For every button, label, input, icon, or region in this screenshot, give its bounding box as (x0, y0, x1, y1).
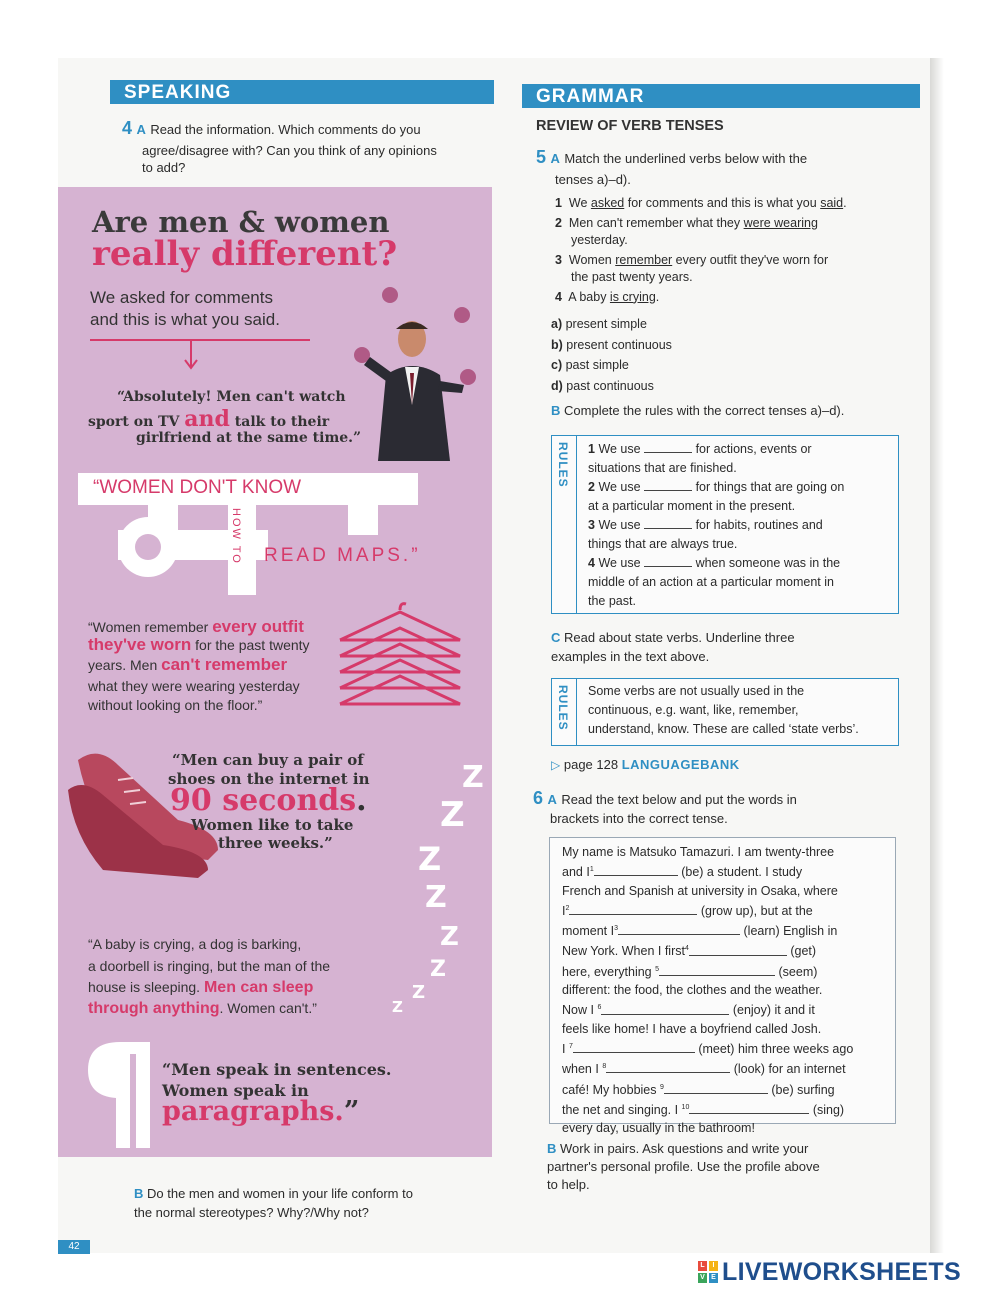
gap-input[interactable] (618, 922, 740, 935)
quote-text: “Absolutely! Men can't watch (117, 389, 346, 405)
underlined-verb: is crying (609, 289, 656, 304)
quote-text: READ MAPS.” (264, 545, 421, 566)
profile-fragment: here, everything (562, 965, 652, 979)
article-title-line2: really different? (92, 234, 398, 274)
rules-tab (552, 679, 577, 745)
profile-line (562, 1099, 892, 1119)
rule-line: middle of an action at a particular moment in (588, 575, 834, 589)
rule-text: when someone was in the (695, 556, 841, 570)
rule-line: understand, know. These are called ‘state verbs’. (588, 722, 859, 736)
item-number: 4 (555, 289, 562, 304)
profile-line (562, 1058, 892, 1078)
state-verbs-text (588, 682, 893, 739)
play-arrow-icon: ▷ (551, 758, 561, 772)
gap-number: 8 (602, 1063, 607, 1071)
rule-line: things that are always true. (588, 537, 738, 551)
instruction-text: Read the text below and put the words in (561, 792, 797, 807)
profile-fragment: café! My hobbies (562, 1082, 657, 1097)
gap-number: 5 (655, 965, 660, 973)
list-item (551, 335, 672, 356)
answer-blank[interactable] (644, 478, 692, 491)
profile-fragment: I (562, 903, 566, 918)
rule-number: 1 (588, 442, 595, 456)
profile-fragment: I (562, 1042, 566, 1057)
sleep-z-icon: Z (412, 982, 426, 1003)
sleep-z-icon: Z (440, 922, 459, 952)
instruction-text: Do the men and women in your life conform to (147, 1186, 413, 1201)
answer-blank[interactable] (644, 516, 692, 529)
grammar-exercise-6b (547, 1140, 808, 1158)
logo-tile (698, 1261, 707, 1271)
rules-box (551, 435, 899, 614)
item-text: . (843, 196, 847, 210)
item-letter: c) (551, 358, 563, 372)
rule-line (588, 478, 893, 497)
grammar-header-text: GRAMMAR (536, 86, 645, 107)
grammar-header (522, 84, 920, 108)
sleep-z-icon: Z (440, 795, 465, 835)
profile-line: My name is Matsuko Tamazuri. I am twenty-three (562, 845, 835, 859)
instruction-text: the normal stereotypes? Why?/Why not? (134, 1205, 369, 1220)
sleep-z-icon: Z (425, 880, 447, 915)
quote-fragment: . (356, 783, 367, 818)
sleep-z-icon: Z (430, 957, 446, 982)
profile-fragment: (grow up), but at the (700, 903, 813, 918)
grammar-exercise-5a (536, 147, 807, 168)
rule-text: for actions, events or (695, 442, 812, 456)
intro-text: We asked for comments (90, 288, 273, 307)
rule-text: We use (598, 556, 641, 570)
exercise-letter: C (551, 630, 561, 645)
profile-fragment: (enjoy) it and it (732, 1003, 815, 1018)
underlined-verb: asked (590, 196, 625, 210)
page-number: 42 (58, 1240, 90, 1254)
speaking-header (110, 80, 494, 104)
exercise-number: 5 (536, 147, 547, 167)
item-text: present simple (565, 317, 647, 331)
exercise-letter: B (551, 403, 561, 418)
brand-name: LIVEWORKSHEETS (722, 1258, 961, 1286)
rule-line: Some verbs are not usually used in the (588, 684, 805, 698)
quote-fragment: for the past twenty (191, 637, 310, 653)
item-text: yesterday. (571, 233, 628, 247)
rule-line (588, 516, 893, 535)
instruction-text: brackets into the correct tense. (550, 811, 728, 826)
profile-line (562, 1079, 892, 1099)
quote-highlight: through anything (88, 1000, 220, 1017)
gap-input[interactable] (659, 963, 775, 976)
quote-fragment: . Women can't.” (219, 1000, 317, 1016)
hangers-illustration (330, 600, 470, 720)
arrow-down-icon (183, 341, 199, 371)
logo-letter: I (712, 1262, 715, 1269)
quote-text: three weeks.” (218, 834, 333, 852)
rule-number: 2 (588, 480, 595, 494)
quote-fragment: “Women remember (88, 619, 213, 635)
profile-line (562, 861, 892, 881)
link-text: page 128 (563, 757, 619, 772)
profile-fragment: moment I (562, 924, 615, 939)
profile-fragment: Now I (562, 1003, 594, 1018)
profile-line: feels like home! I have a boyfriend called Josh. (562, 1021, 822, 1036)
instruction-text: Match the underlined verbs below with the (564, 151, 808, 166)
link-text: LANGUAGEBANK (621, 757, 740, 772)
underlined-verb: said (820, 196, 844, 210)
rule-line (588, 554, 893, 573)
quote-text: a doorbell is ringing, but the man of the (88, 958, 331, 974)
gap-number: 4 (684, 945, 689, 953)
profile-fragment: (seem) (778, 965, 818, 979)
item-text: for comments and this is what you (624, 196, 821, 210)
profile-line (562, 940, 892, 960)
rule-number: 3 (588, 518, 595, 532)
instruction-text: Work in pairs. Ask questions and write your (560, 1141, 809, 1156)
instruction-text: tenses a)–d). (555, 172, 631, 187)
quote-text: “A baby is crying, a dog is barking, (88, 936, 302, 952)
logo-letter: V (700, 1274, 705, 1281)
quote-text: Women speak in (162, 1081, 309, 1100)
quote-highlight: every outfit (212, 617, 304, 636)
rule-text: We use (598, 480, 641, 494)
quote-highlight: and (184, 406, 230, 432)
item-text: We (568, 196, 591, 210)
gap-input[interactable] (594, 863, 678, 876)
rules-tab (552, 436, 577, 613)
profile-box (549, 837, 896, 1136)
speaking-header-text: SPEAKING (124, 82, 232, 103)
item-text: . (655, 289, 660, 304)
sentence-list (555, 194, 915, 307)
exercise-number: 4 (122, 118, 133, 138)
exercise-letter: B (547, 1141, 557, 1156)
profile-fragment: (be) surfing (771, 1082, 835, 1097)
sleep-z-icon: Z (462, 760, 484, 795)
underlined-verb: remember (615, 252, 673, 267)
quote-highlight: they've worn (88, 635, 192, 654)
quote-text (88, 406, 329, 432)
divider (90, 339, 310, 341)
profile-fragment: (look) for an internet (733, 1062, 846, 1077)
underlined-verb: were wearing (743, 215, 818, 230)
gap-number: 2 (565, 904, 570, 912)
grammar-exercise-5b (551, 402, 844, 420)
exercise-letter: A (550, 151, 560, 166)
page-edge (930, 58, 944, 1253)
quote-highlight: paragraphs. (162, 1096, 344, 1127)
quote-highlight: Men can sleep (203, 979, 314, 996)
profile-fragment: (learn) English in (743, 924, 838, 939)
rules-content (588, 440, 893, 611)
item-number: 2 (555, 215, 562, 230)
profile-line (562, 961, 892, 981)
exercise-letter: A (547, 792, 557, 807)
quote-text: without looking on the floor.” (88, 697, 263, 713)
instruction-text: partner's personal profile. Use the profile above (547, 1159, 820, 1174)
item-number: 3 (555, 252, 562, 267)
rule-line: the past. (588, 594, 636, 608)
quote-text (88, 635, 310, 655)
profile-line (562, 1038, 892, 1058)
gap-number: 7 (568, 1042, 573, 1050)
profile-fragment: the net and singing. I (562, 1103, 679, 1118)
gap-number: 6 (597, 1004, 602, 1012)
gap-number: 10 (681, 1104, 690, 1112)
item-text: the past twenty years. (571, 270, 693, 284)
instruction-text: examples in the text above. (551, 649, 710, 664)
juggling-man-illustration (350, 285, 490, 465)
quote-fragment: sport on TV (88, 414, 185, 430)
profile-fragment: (meet) him three weeks ago (698, 1042, 854, 1057)
quote-text (88, 617, 304, 637)
logo-tile (698, 1273, 707, 1283)
rules-label: RULES (556, 685, 570, 731)
tense-list (551, 314, 672, 396)
instruction-text: to help. (547, 1177, 590, 1192)
instruction-text: agree/disagree with? Can you think of any opinions (142, 143, 437, 158)
rule-line: situations that are finished. (588, 461, 737, 475)
rule-text: for habits, routines and (695, 518, 823, 532)
item-text: present continuous (566, 337, 672, 352)
item-text: every outfit they've worn for (672, 252, 829, 267)
profile-line (562, 999, 892, 1019)
item-number: 1 (555, 196, 562, 210)
item-text: A baby (568, 289, 610, 304)
logo-mark (698, 1261, 718, 1283)
profile-fragment: (get) (790, 944, 817, 959)
instruction-text: Read about state verbs. Underline three (564, 630, 795, 645)
gap-input[interactable] (601, 1002, 729, 1015)
exercise-letter: B (134, 1186, 144, 1201)
gap-input[interactable] (664, 1081, 768, 1094)
answer-blank[interactable] (644, 554, 692, 567)
sleep-z-icon: Z (418, 840, 442, 878)
quote-text (88, 1000, 317, 1018)
gap-input[interactable] (689, 1101, 809, 1114)
quote-text (162, 1096, 359, 1127)
gap-number: 3 (614, 925, 619, 933)
article-title-line1: Are men & women (92, 205, 390, 239)
profile-fragment: and I (562, 865, 590, 880)
list-item (555, 194, 915, 214)
profile-line: every day, usually in the bathroom! (562, 1121, 755, 1136)
sleep-z-icon: Z (392, 998, 403, 1016)
gap-number: 9 (659, 1083, 664, 1091)
profile-text (562, 843, 892, 1138)
list-item (551, 314, 672, 335)
speaking-exercise-b (134, 1185, 413, 1203)
quote-fragment: house is sleeping. (88, 979, 204, 995)
quote-text (170, 783, 367, 818)
quote-fragment: years. Men (88, 657, 162, 673)
gap-input[interactable] (689, 943, 787, 956)
rule-line: continuous, e.g. want, like, remember, (588, 703, 799, 717)
instruction-text: Read the information. Which comments do you (150, 122, 421, 137)
profile-line (562, 920, 892, 940)
exercise-number: 6 (533, 788, 544, 808)
gap-input[interactable] (606, 1060, 730, 1073)
quote-text: “Men can buy a pair of (172, 751, 364, 769)
state-verbs-box (551, 678, 899, 746)
list-item (551, 355, 672, 376)
rule-text: We use (598, 518, 641, 532)
gap-input[interactable] (573, 1040, 695, 1053)
quote-highlight: can't remember (161, 655, 288, 674)
item-letter: d) (551, 378, 563, 393)
intro-text: and this is what you said. (90, 310, 280, 329)
gap-number: 1 (589, 866, 594, 874)
quote-text: girlfriend at the same time.” (136, 430, 362, 446)
profile-line: French and Spanish at university in Osaka, where (562, 883, 838, 898)
quote-text: Women like to take (191, 816, 354, 834)
quote-highlight: 90 seconds (170, 783, 357, 818)
profile-fragment: when I (562, 1062, 599, 1077)
speaking-exercise-4a (122, 118, 492, 139)
instruction-text: to add? (142, 160, 186, 175)
rule-number: 4 (588, 556, 595, 570)
quote-fragment: ” (343, 1096, 360, 1127)
quote-text: “Men speak in sentences. (162, 1060, 392, 1079)
rule-text: We use (598, 442, 641, 456)
language-bank-link[interactable] (551, 757, 740, 772)
list-item (555, 288, 915, 308)
item-letter: a) (551, 317, 563, 331)
rules-label: RULES (556, 442, 570, 488)
list-item (551, 376, 672, 397)
quote-fragment: talk to their (229, 414, 330, 430)
quote-text: shoes on the internet in (168, 770, 370, 788)
answer-blank[interactable] (644, 440, 692, 453)
exercise-letter: A (136, 122, 146, 137)
logo-letter: L (700, 1262, 705, 1269)
paragraph-mark-illustration (84, 1040, 154, 1150)
item-text: past continuous (566, 378, 654, 393)
quote-text: what they were wearing yesterday (88, 678, 300, 694)
quote-text (88, 979, 313, 997)
grammar-exercise-5c (551, 629, 795, 647)
gap-input[interactable] (569, 902, 697, 915)
profile-fragment: (be) a student. I study (681, 865, 803, 880)
grammar-subheader: REVIEW OF VERB TENSES (536, 118, 724, 134)
quote-text: “WOMEN DON'T KNOW (93, 477, 302, 498)
quote-text: HOW TO (230, 508, 242, 565)
logo-tile (709, 1273, 718, 1283)
grammar-exercise-6a (533, 788, 797, 809)
instruction-text: Complete the rules with the correct tenses a)–d). (564, 403, 845, 418)
quote-text (88, 655, 287, 675)
profile-line: different: the food, the clothes and the weather. (562, 983, 823, 998)
rule-line (588, 440, 893, 459)
item-text: past simple (565, 358, 629, 372)
item-text: Men can't remember what they (568, 215, 744, 230)
profile-line (562, 900, 892, 920)
item-letter: b) (551, 337, 563, 352)
logo-tile (709, 1261, 718, 1271)
profile-fragment: (sing) (812, 1103, 845, 1118)
profile-fragment: New York. When I first (562, 944, 685, 959)
rule-line: at a particular moment in the present. (588, 499, 796, 513)
rule-text: for things that are going on (695, 480, 845, 494)
logo-letter: E (711, 1274, 716, 1281)
item-text: Women (568, 252, 616, 267)
liveworksheets-logo (698, 1258, 994, 1286)
